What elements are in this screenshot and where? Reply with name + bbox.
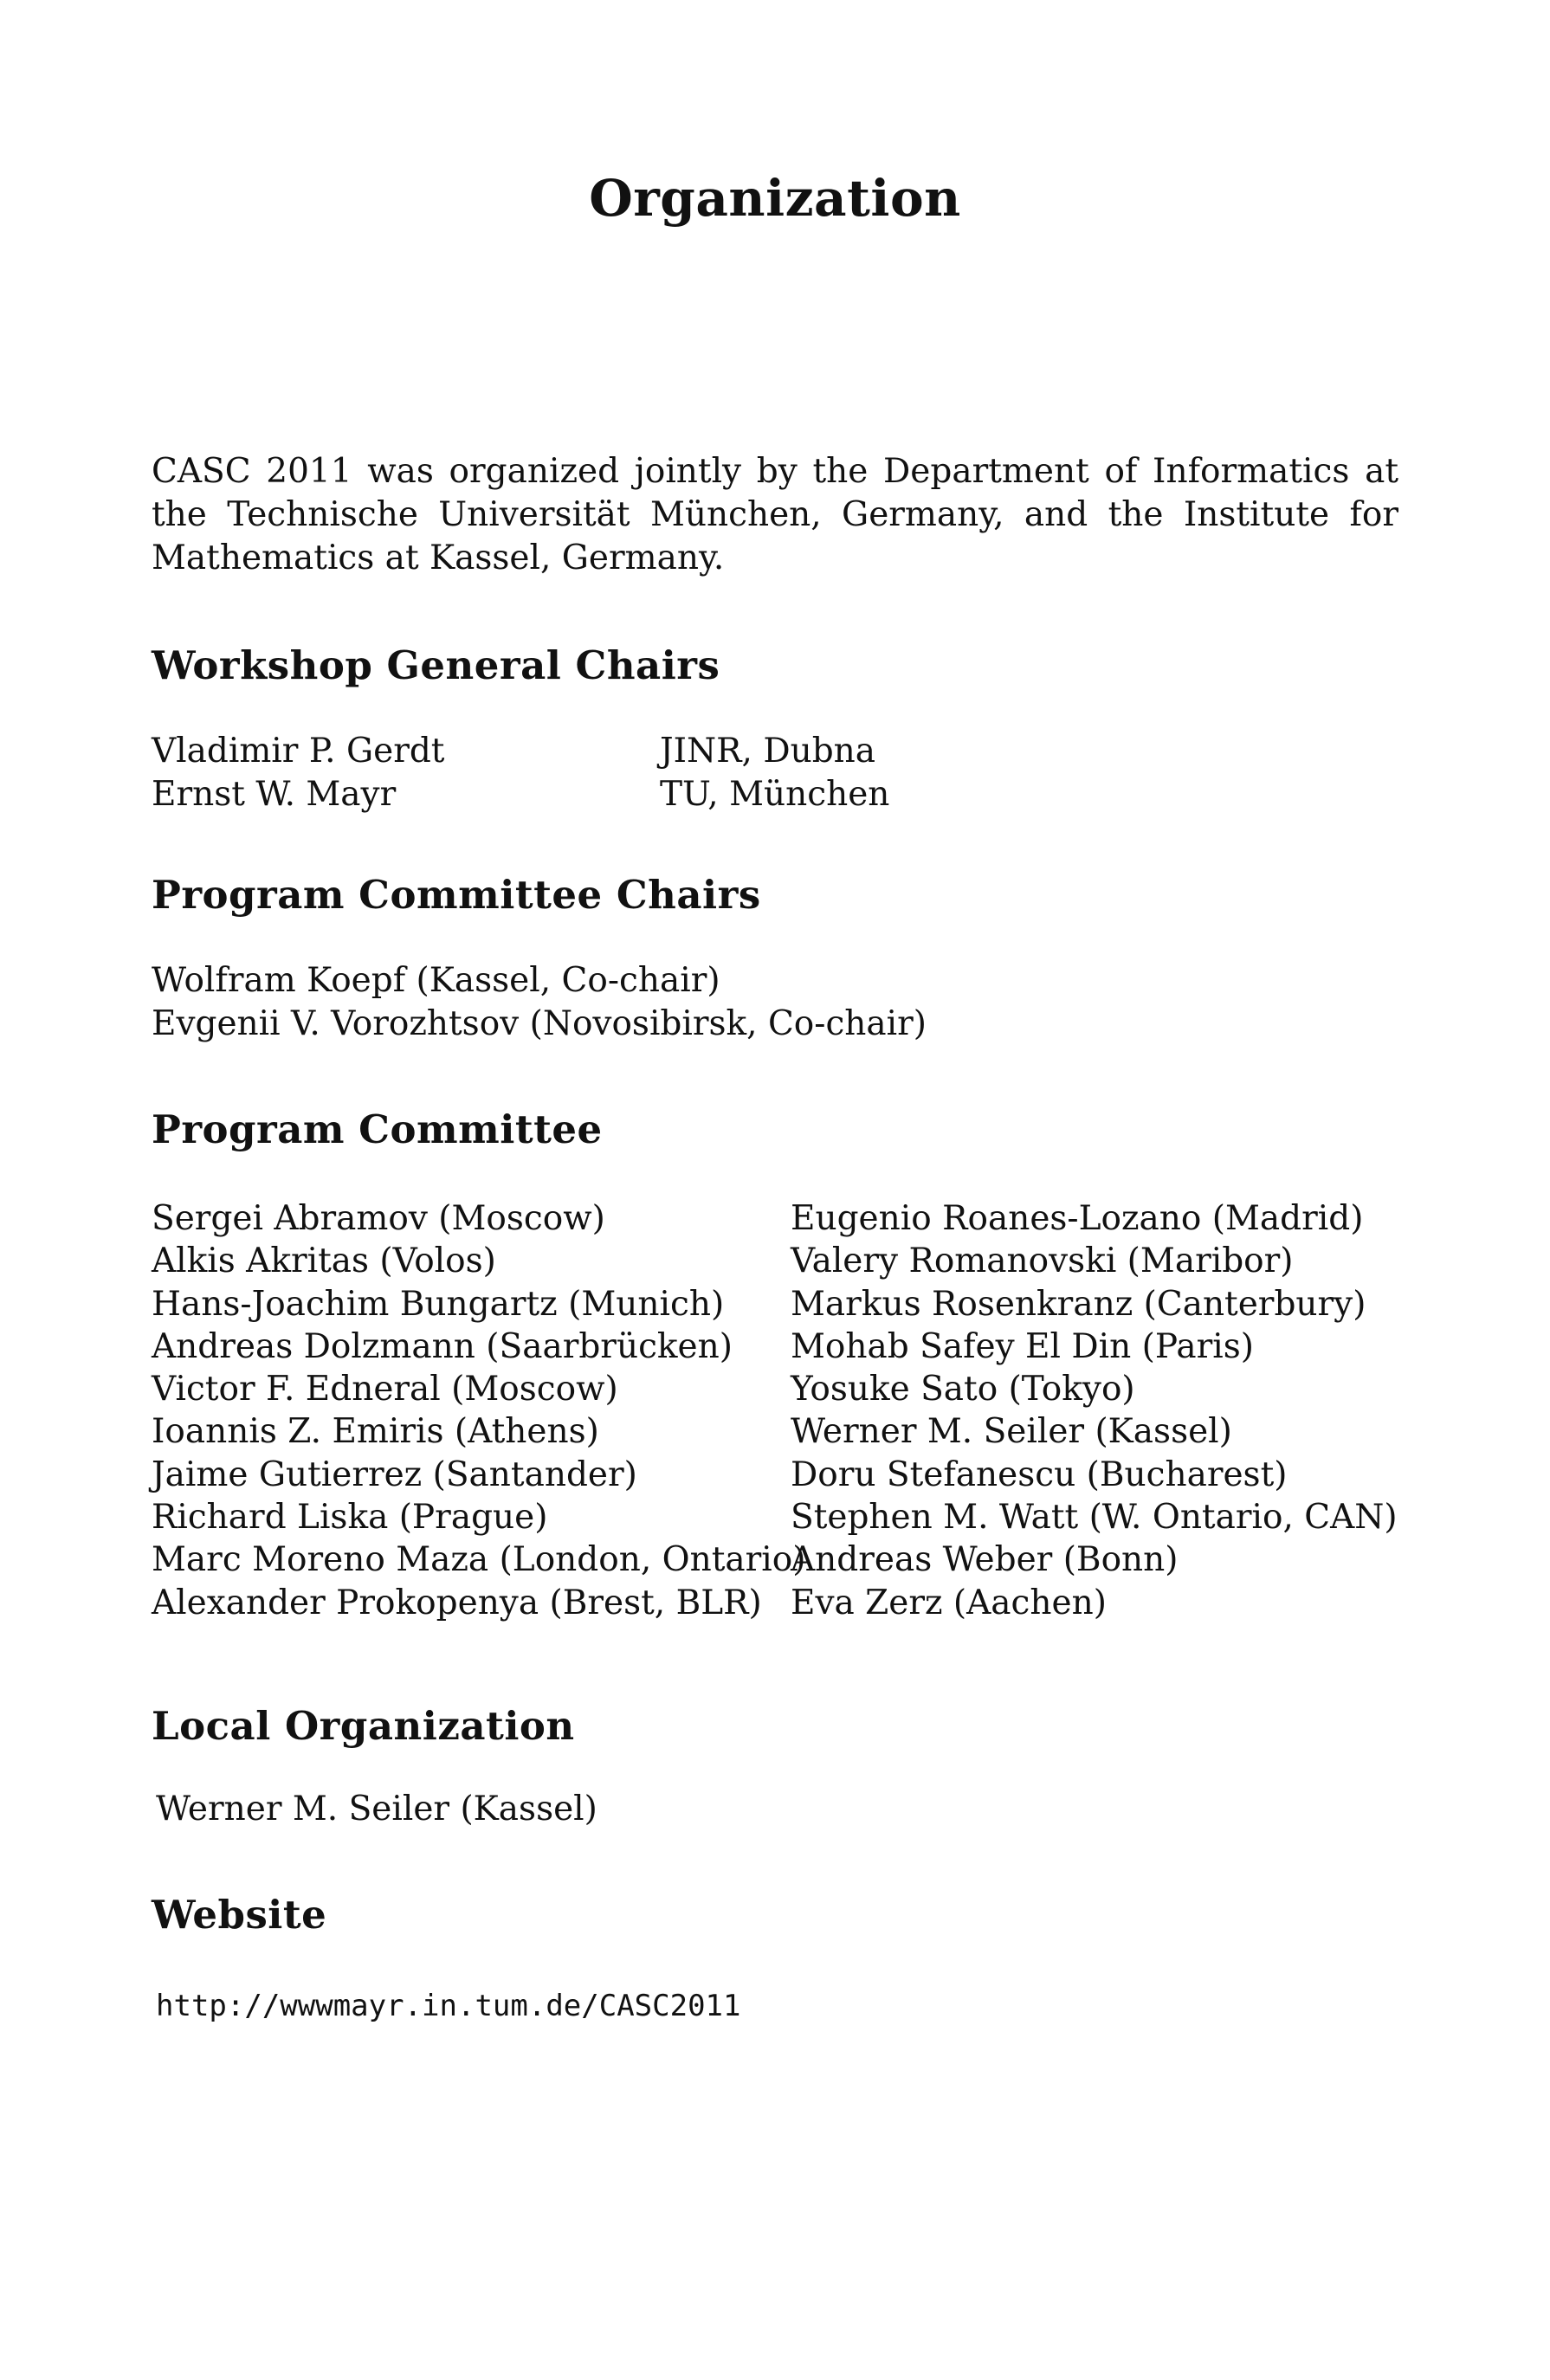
- general-chairs-heading: Workshop General Chairs: [152, 642, 720, 688]
- committee-member: Victor F. Edneral (Moscow): [152, 1370, 618, 1409]
- program-committee-right-column: [791, 1197, 1398, 1624]
- committee-member: Sergei Abramov (Moscow): [152, 1199, 605, 1238]
- committee-member: Eugenio Roanes-Lozano (Madrid): [791, 1199, 1364, 1238]
- website-url-link[interactable]: http://wwwmayr.in.tum.de/CASC2011: [156, 1989, 741, 2023]
- local-organization-heading: Local Organization: [152, 1703, 575, 1749]
- committee-member: Markus Rosenkranz (Canterbury): [791, 1284, 1366, 1324]
- pc-chairs-list: [152, 959, 927, 1046]
- pc-chair: Evgenii V. Vorozhtsov (Novosibirsk, Co-chair): [152, 1004, 927, 1043]
- committee-member: Richard Liska (Prague): [152, 1498, 548, 1538]
- committee-member: Hans-Joachim Bungartz (Munich): [152, 1284, 725, 1324]
- local-organization-member: Werner M. Seiler (Kassel): [156, 1790, 597, 1829]
- committee-member: Eva Zerz (Aachen): [791, 1583, 1107, 1622]
- committee-member: Stephen M. Watt (W. Ontario, CAN): [791, 1498, 1398, 1538]
- committee-member: Alexander Prokopenya (Brest, BLR): [152, 1583, 762, 1622]
- committee-member: Doru Stefanescu (Bucharest): [791, 1454, 1288, 1494]
- general-chair-affiliation: JINR, Dubna: [660, 732, 876, 771]
- committee-member: Andreas Dolzmann (Saarbrücken): [152, 1326, 733, 1366]
- committee-member: Werner M. Seiler (Kassel): [791, 1412, 1232, 1452]
- committee-member: Valery Romanovski (Maribor): [791, 1242, 1294, 1281]
- page-title: Organization: [589, 169, 961, 228]
- committee-member: Andreas Weber (Bonn): [791, 1540, 1179, 1580]
- pc-chair: Wolfram Koepf (Kassel, Co-chair): [152, 961, 720, 1000]
- general-chair-name: Ernst W. Mayr: [152, 775, 397, 814]
- intro-paragraph: CASC 2011 was organized jointly by the Department of Informatics at the Technische Universität München, Germany, and the Institute for Mathematics at Kassel, Germany.: [152, 452, 1398, 577]
- committee-member: Ioannis Z. Emiris (Athens): [152, 1412, 599, 1452]
- general-chair-name: Vladimir P. Gerdt: [152, 732, 445, 771]
- program-committee-heading: Program Committee: [152, 1106, 603, 1152]
- committee-member: Yosuke Sato (Tokyo): [791, 1370, 1135, 1409]
- pc-chairs-heading: Program Committee Chairs: [152, 872, 761, 918]
- general-chair-affiliation: TU, München: [660, 775, 890, 814]
- committee-member: Mohab Safey El Din (Paris): [791, 1326, 1254, 1366]
- committee-member: Alkis Akritas (Volos): [152, 1242, 496, 1281]
- website-heading: Website: [152, 1892, 327, 1938]
- committee-member: Jaime Gutierrez (Santander): [152, 1454, 637, 1494]
- committee-member: Marc Moreno Maza (London, Ontario): [152, 1540, 806, 1580]
- program-committee-left-column: [152, 1197, 805, 1624]
